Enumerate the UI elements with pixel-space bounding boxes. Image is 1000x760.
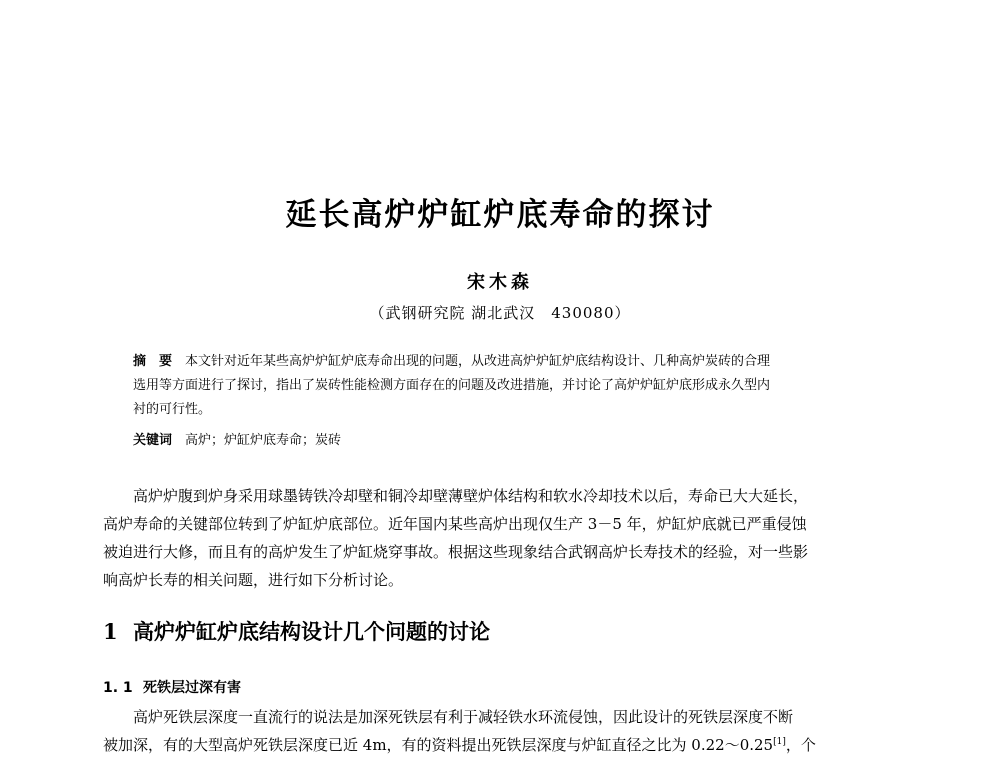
citation-ref: [1] [773, 737, 786, 747]
abstract-line: 衬的可行性。 [133, 402, 212, 417]
subsection-title: 死铁层过深有害 [143, 680, 241, 696]
abstract-line: 摘 要 本文针对近年某些高炉炉缸炉底寿命出现的问题，从改进高炉炉缸炉底结构设计、几种高炉炭砖的合理 [133, 354, 771, 369]
section-heading [103, 616, 490, 646]
keywords-label: 关键词 [133, 433, 173, 448]
paper-title: 延长高炉炉缸炉底寿命的探讨 [285, 197, 715, 233]
intro-line: 高炉炉腹到炉身采用球墨铸铁冷却壁和铜冷却壁薄壁炉体结构和软水冷却技术以后，寿命已大大延长， [133, 487, 809, 505]
body-line: 高炉死铁层深度一直流行的说法是加深死铁层有利于减轻铁水环流侵蚀，因此设计的死铁层深度不断 [133, 708, 794, 726]
abstract-line: 选用等方面进行了探讨，指出了炭砖性能检测方面存在的问题及改进措施，并讨论了高炉炉缸炉底形成永久型内 [133, 378, 771, 393]
section-number: 1 [103, 619, 118, 644]
subsection-number: 1. 1 [103, 680, 133, 696]
intro-paragraph [103, 482, 913, 594]
section-title: 高炉炉缸炉底结构设计几个问题的讨论 [133, 620, 490, 644]
keywords-text: 高炉；炉缸炉底寿命；炭砖 [185, 433, 342, 448]
intro-line: 响高炉长寿的相关问题，进行如下分析讨论。 [103, 571, 404, 589]
keywords-line [133, 431, 341, 451]
abstract-label: 摘 要 [133, 354, 173, 369]
abstract-block [133, 350, 883, 422]
intro-line: 高炉寿命的关键部位转到了炉缸炉底部位。近年国内某些高炉出现仅生产 3－5 年，炉缸炉底就已严重侵蚀 [103, 515, 807, 533]
author-name: 宋木森 [467, 272, 533, 293]
author-affiliation: （武钢研究院 湖北武汉 430080） [369, 304, 631, 322]
subsection-paragraph [103, 703, 913, 759]
body-line: 被加深，有的大型高炉死铁层深度已近 4m，有的资料提出死铁层深度与炉缸直径之比为 0.22～0.25[1]，个 [103, 736, 816, 754]
subsection-heading [103, 677, 241, 697]
intro-line: 被迫进行大修，而且有的高炉发生了炉缸烧穿事故。根据这些现象结合武钢高炉长寿技术的经验，对一些影 [103, 543, 809, 561]
